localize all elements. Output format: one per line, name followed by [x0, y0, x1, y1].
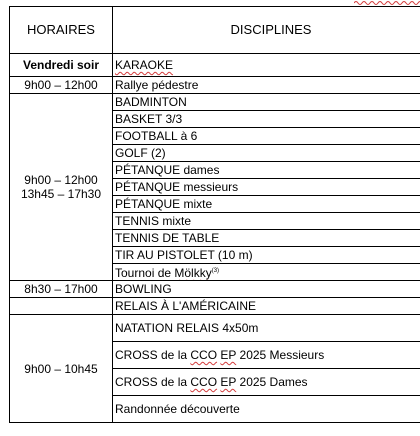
- discipline-football: FOOTBALL à 6: [113, 128, 420, 145]
- molkky-footnote: (3): [211, 268, 220, 274]
- discipline-randonnee: Randonnée découverte: [113, 396, 420, 423]
- cross-prefix: CROSS de la: [115, 348, 191, 362]
- cross-ep: EP: [220, 348, 237, 362]
- discipline-golf: GOLF (2): [113, 145, 420, 162]
- time-cell: 9h00 – 10h45: [10, 315, 113, 423]
- time-cell: Vendredi soir: [10, 54, 113, 77]
- time-line-1: 9h00 – 12h00: [24, 173, 98, 187]
- discipline-badminton: BADMINTON: [113, 94, 420, 111]
- discipline-cell: [113, 54, 420, 77]
- cross-ep: EP: [220, 375, 237, 389]
- discipline-petanque-messieurs: PÉTANQUE messieurs: [113, 179, 420, 196]
- cross-suffix: 2025 Messieurs: [236, 348, 325, 362]
- discipline-natation: NATATION RELAIS 4x50m: [113, 315, 420, 342]
- discipline-petanque-dames: PÉTANQUE dames: [113, 162, 420, 179]
- table-row: [10, 94, 420, 111]
- discipline-rallye: Rallye pédestre: [113, 77, 420, 94]
- table-row: [10, 281, 420, 298]
- discipline-tir: TIR AU PISTOLET (10 m): [113, 247, 420, 264]
- discipline-molkky: [113, 264, 420, 281]
- time-cell-multi: [10, 94, 113, 281]
- table-row: [10, 54, 420, 77]
- discipline-relais: RELAIS À L'AMÉRICAINE: [113, 298, 420, 315]
- spellcheck-squiggle: [354, 0, 420, 5]
- schedule-table: [9, 6, 420, 423]
- cross-suffix: 2025 Dames: [236, 375, 308, 389]
- discipline-cross-messieurs: [113, 342, 420, 369]
- time-cell-empty: [10, 298, 113, 315]
- time-line-2: 13h45 – 17h30: [20, 187, 102, 201]
- cross-cco: CCO: [190, 348, 218, 362]
- time-cell: 9h00 – 12h00: [10, 77, 113, 94]
- table-row: [10, 77, 420, 94]
- discipline-cross-dames: [113, 369, 420, 396]
- molkky-prefix: Tournoi de: [115, 266, 175, 280]
- table-header-row: [10, 7, 420, 54]
- discipline-tennis-mixte: TENNIS mixte: [113, 213, 420, 230]
- cross-prefix: CROSS de la: [115, 375, 191, 389]
- discipline-tennis-de-table: TENNIS DE TABLE: [113, 230, 420, 247]
- discipline-petanque-mixte: PÉTANQUE mixte: [113, 196, 420, 213]
- molkky-word: Mölkky: [174, 266, 212, 280]
- discipline-karaoke: KARAOKE: [115, 58, 174, 72]
- table-row: [10, 298, 420, 315]
- discipline-bowling: BOWLING: [113, 281, 420, 298]
- discipline-basket: BASKET 3/3: [113, 111, 420, 128]
- header-disciplines: DISCIPLINES: [113, 7, 420, 54]
- header-horaires: HORAIRES: [10, 7, 113, 54]
- table-row: [10, 315, 420, 342]
- time-cell: 8h30 – 17h00: [10, 281, 113, 298]
- cross-cco: CCO: [190, 375, 218, 389]
